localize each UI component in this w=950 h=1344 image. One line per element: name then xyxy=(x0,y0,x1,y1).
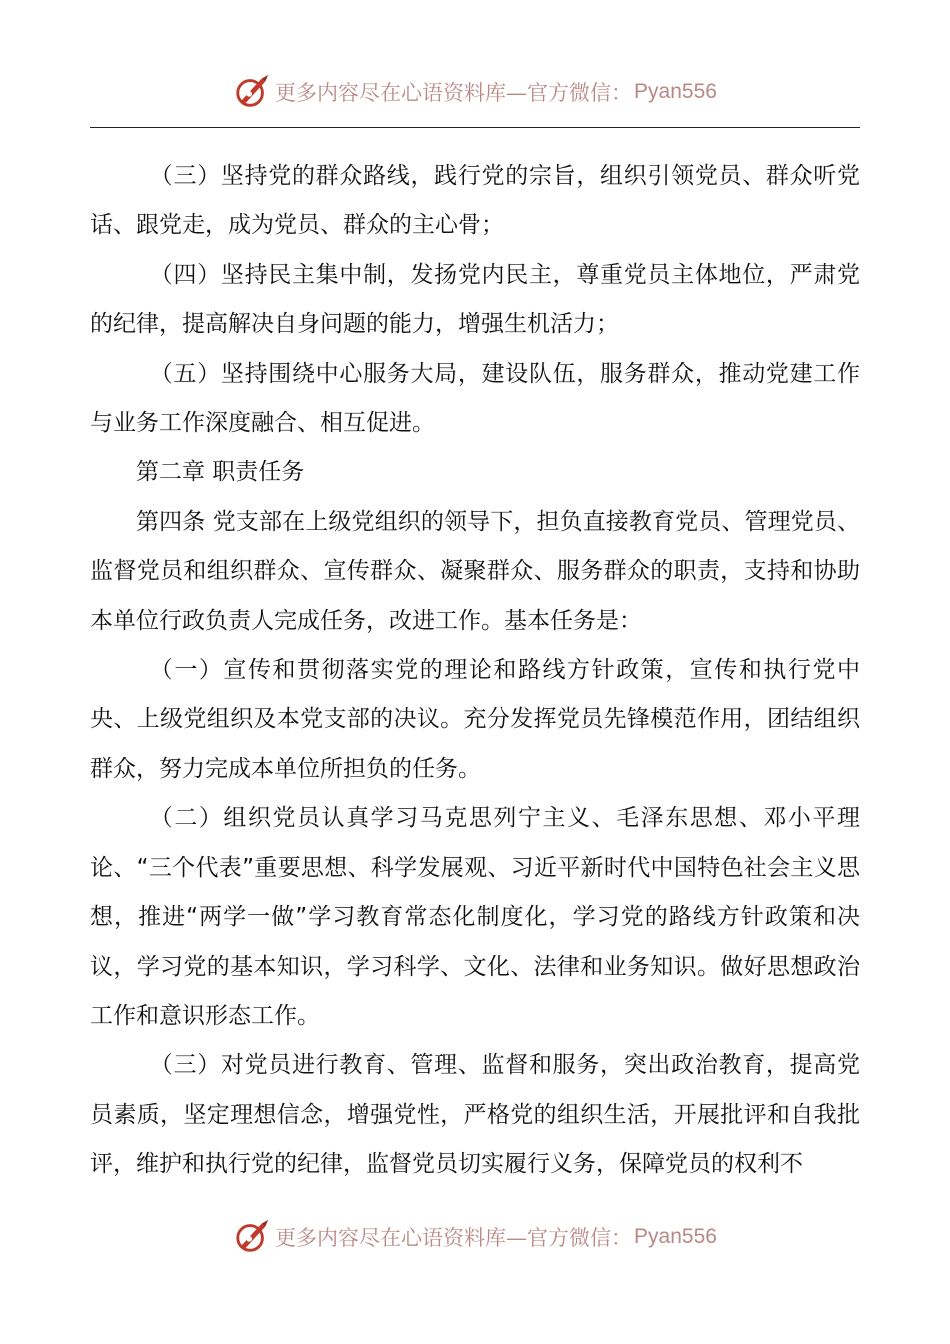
paragraph-task-2: （二）组织党员认真学习马克思列宁主义、毛泽东思想、邓小平理论、“三个代表”重要思想、科学发展观、习近平新时代中国特色社会主义思想，推进“两学一做”学习教育常态化制度化，学习党的路线方针政策和决议，学习党的基本知识，学习科学、文化、法律和业务知识。做好思想政治工作和意识形态工作。 xyxy=(90,805,860,1029)
footer-watermark xyxy=(0,1217,950,1257)
document-body xyxy=(90,152,860,1190)
paragraph-3: （五）坚持围绕中心服务大局，建设队伍，服务群众，推动党建工作与业务工作深度融合、相互促进。 xyxy=(90,360,860,437)
paragraph-task-3: （三）对党员进行教育、管理、监督和服务，突出政治教育，提高党员素质，坚定理想信念，增强党性，严格党的组织生活，开展批评和自我批评，维护和执行党的纪律，监督党员切实履行义务，保障党员的权利不 xyxy=(90,1052,860,1178)
pen-logo-icon xyxy=(233,1218,271,1256)
paragraph-1: （三）坚持党的群众路线，践行党的宗旨，组织引领党员、群众听党话、跟党走，成为党员、群众的主心骨； xyxy=(90,163,860,239)
header-watermark xyxy=(0,72,950,112)
watermark-id: Pyan556 xyxy=(634,80,717,103)
watermark-text: 更多内容尽在心语资料库—官方微信： xyxy=(275,81,633,105)
article-4: 第四条 党支部在上级党组织的领导下，担负直接教育党员、管理党员、监督党员和组织群众、宣传群众、凝聚群众、服务群众的职责，支持和协助本单位行政负责人完成任务，改进工作。基本任务是： xyxy=(90,508,860,634)
header-divider xyxy=(90,127,860,128)
paragraph-2: （四）坚持民主集中制，发扬党内民主，尊重党员主体地位，严肃党的纪律，提高解决自身问题的能力，增强生机活力； xyxy=(90,261,860,338)
watermark-text: 更多内容尽在心语资料库—官方微信： xyxy=(275,1226,633,1250)
watermark-id: Pyan556 xyxy=(634,1225,717,1248)
pen-logo-icon xyxy=(233,73,271,111)
chapter-heading: 第二章 职责任务 xyxy=(136,459,305,486)
paragraph-task-1: （一）宣传和贯彻落实党的理论和路线方针政策，宣传和执行党中央、上级党组织及本党支部的决议。充分发挥党员先锋模范作用，团结组织群众，努力完成本单位所担负的任务。 xyxy=(90,657,860,782)
